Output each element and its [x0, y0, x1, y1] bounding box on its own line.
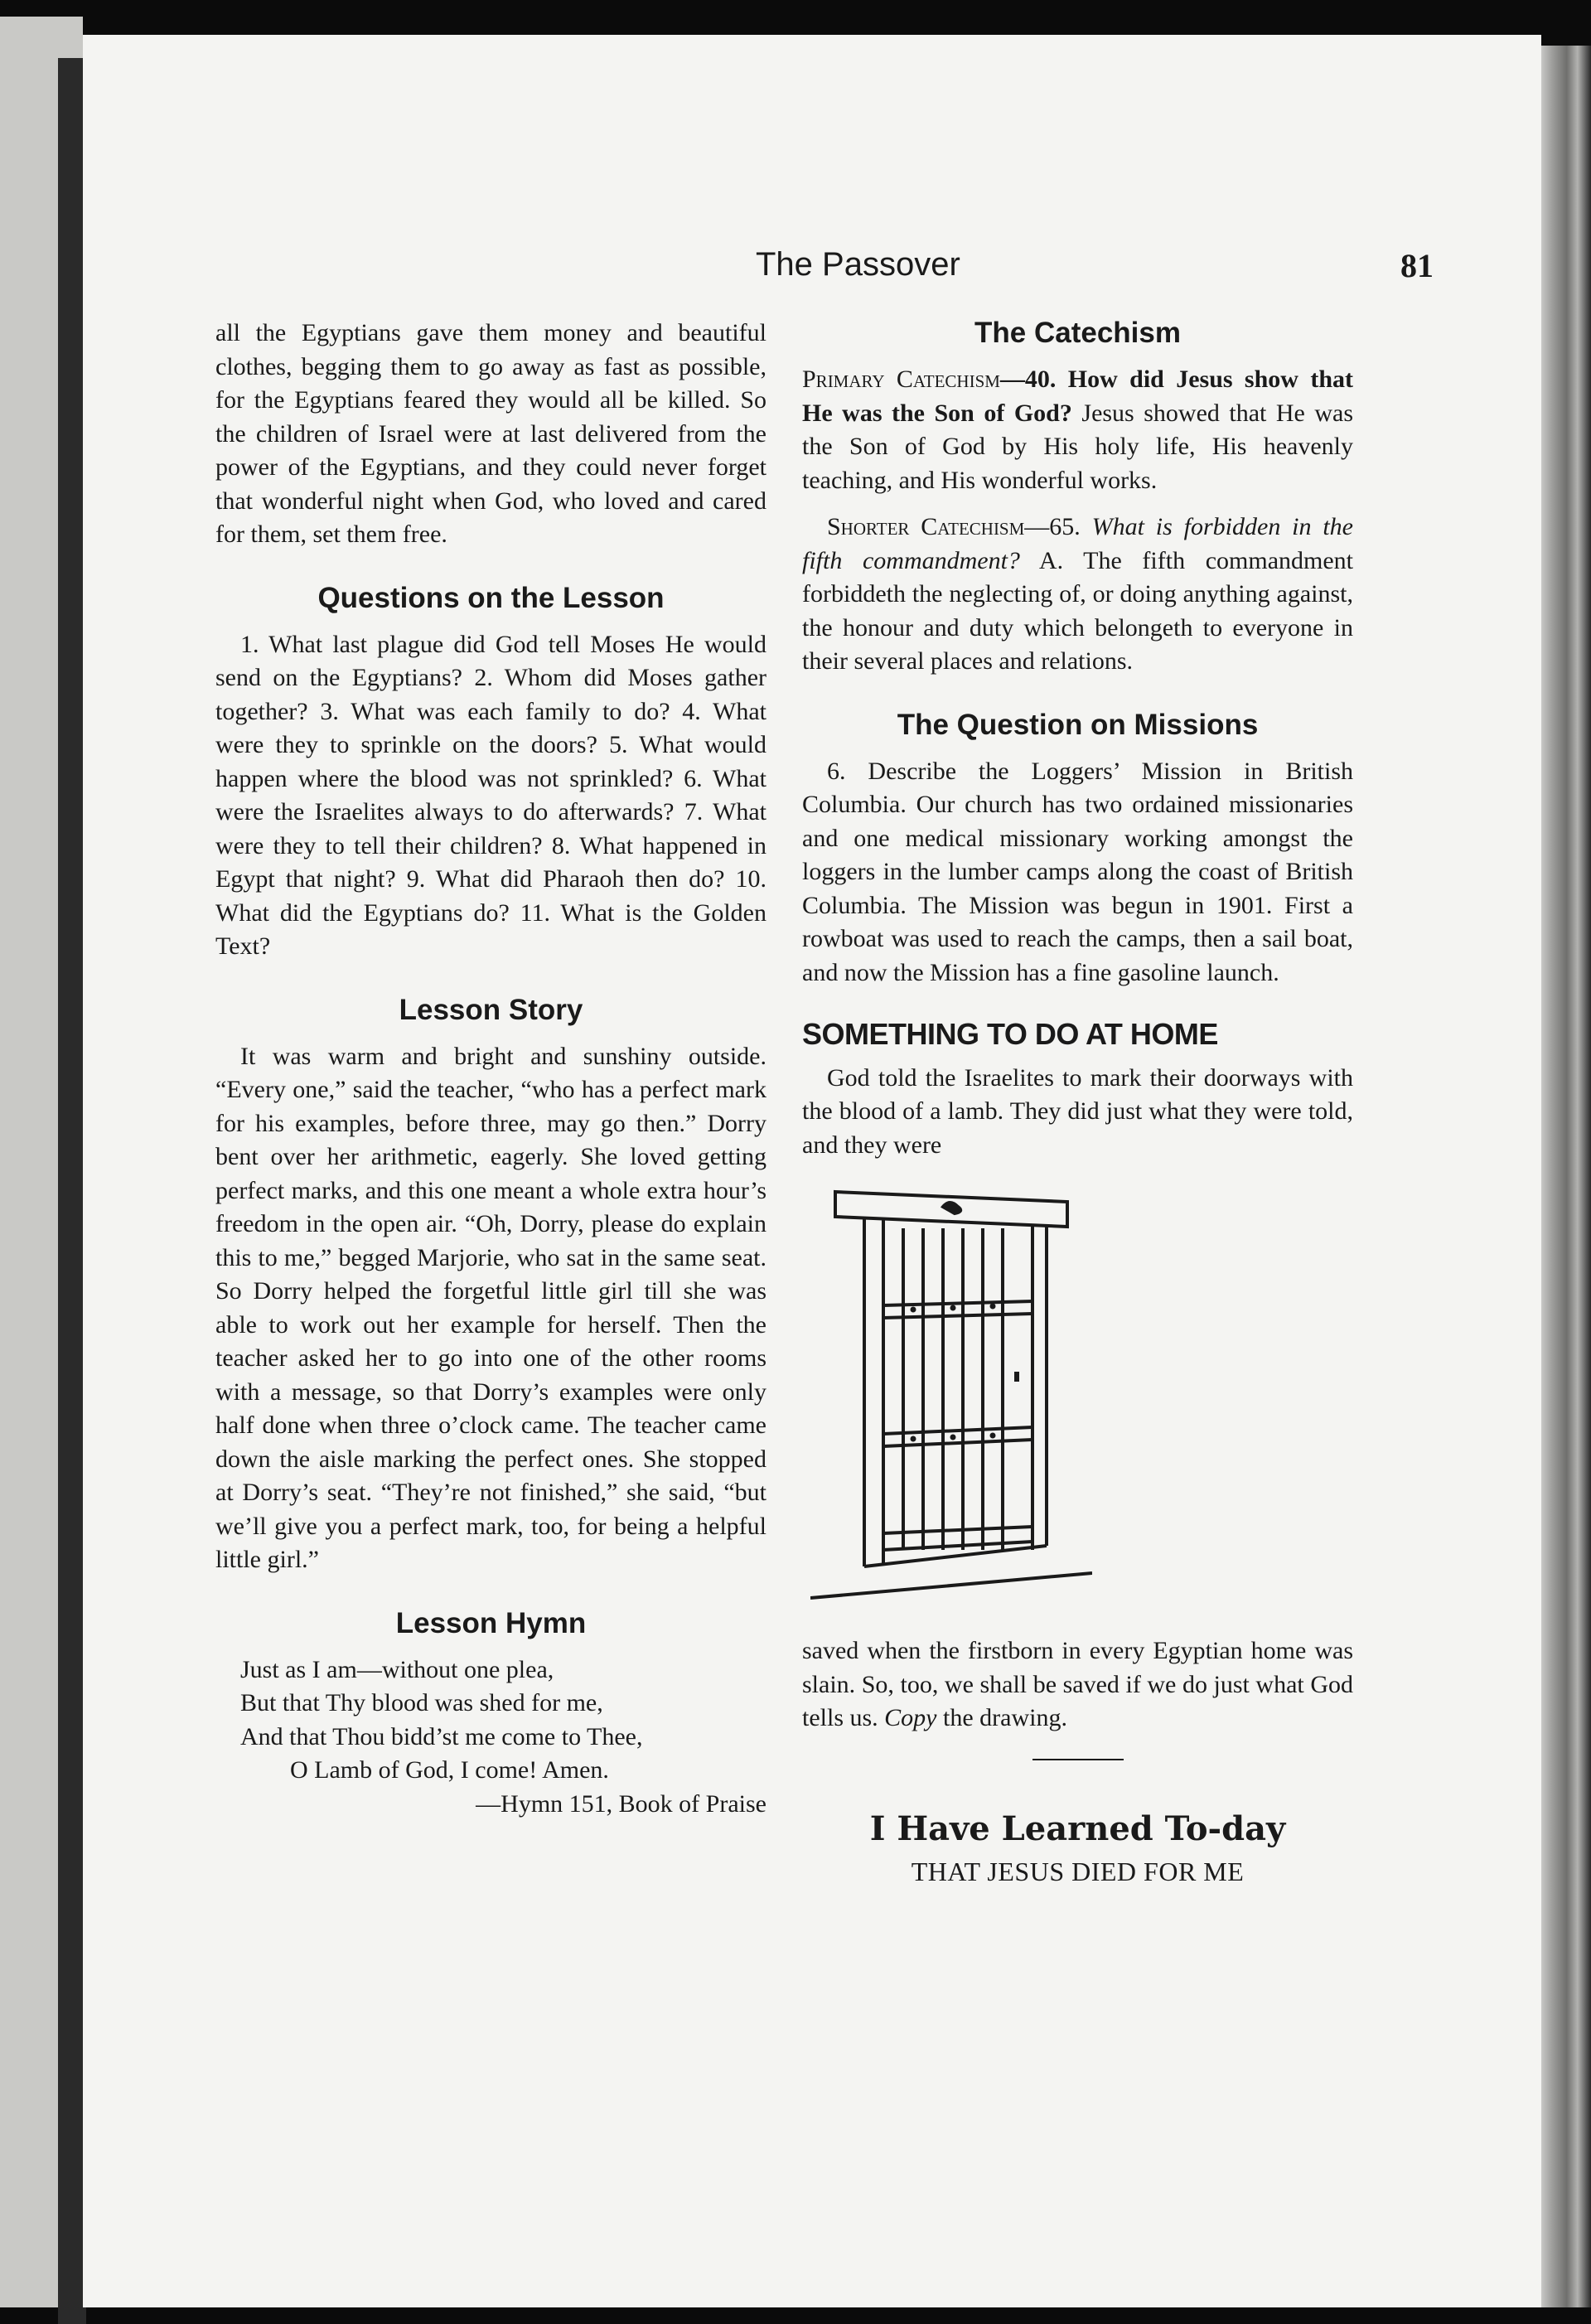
- shorter-catechism-answer: A. The fifth commandment forbiddeth the neglecting of, or doing anything against, the honour and duty which belongeth to everyone in their several places and relations.: [802, 546, 1353, 675]
- copy-word: Copy: [884, 1704, 937, 1731]
- book-page: [83, 35, 1541, 2307]
- hymn-line: And that Thou bidd’st me come to Thee,: [240, 1722, 643, 1750]
- catechism-heading: The Catechism: [974, 317, 1181, 349]
- home-activity-text-2: saved when the firstborn in every Egyptian home was slain. So, too, we shall be saved if we do just what God tells us.: [802, 1637, 1353, 1731]
- story-paragraph: It was warm and bright and sunshiny outside. “Every one,” said the teacher, “who has a perfect mark for his examples, before three, may go then.” Dorry bent over her arithmetic, eagerly. She loved getting perfect marks, and this one meant a whole extra hour’s freedom in the open air. “Oh, Dorry, please do explain this to me,” begged Marjorie, who sat in the same seat. So Dorry helped the forgetful little girl till she was able to work out her example for herself. Then the teacher asked her to go into one of the other rooms with a message, so that Dorry’s examples were only half done when three o’clock came. The teacher came down the aisle marking the perfect ones. She stopped at Dorry’s seat. “They’re not finished,” she said, “but we’ll give you a perfect mark, too, for being a helpful little girl.”: [215, 1042, 766, 1573]
- book-right-edge: [1537, 46, 1591, 2307]
- primary-catechism-answer: Jesus showed that He was the Son of God by His holy life, His heavenly teaching, and His wonderful works.: [802, 399, 1354, 494]
- story-heading: Lesson Story: [399, 993, 583, 1026]
- hymn-heading: Lesson Hymn: [395, 1606, 587, 1639]
- hymn-line: But that Thy blood was shed for me,: [240, 1689, 603, 1716]
- primary-catechism: [802, 363, 1353, 497]
- hymn-line: O Lamb of God, I come! Amen.: [290, 1756, 609, 1784]
- shorter-catechism-label: Shorter Catechism: [827, 513, 1025, 540]
- primary-catechism-label: Primary Catechism: [802, 366, 1000, 393]
- home-activity-text: God told the Israelites to mark their doorways with the blood of a lamb. They did just what they were told, and they were: [802, 1063, 1353, 1159]
- home-activity-heading: SOMETHING TO DO AT HOME: [802, 1017, 1218, 1051]
- book-spine-shadow: [58, 58, 86, 2324]
- questions-heading: Questions on the Lesson: [317, 581, 665, 614]
- hymn-line: Just as I am—without one plea,: [240, 1655, 554, 1683]
- right-column: [802, 315, 1353, 1888]
- missions-paragraph: 6. Describe the Loggers’ Mission in British Columbia. Our church has two ordained missionaries and one medical missionary working amongst the loggers in the lumber camps along the coast of British Columbia. The Mission was begun in 1901. First a rowboat was used to reach the camps, then a sail boat, and now the Mission has a fine gasoline launch.: [802, 757, 1353, 986]
- divider-rule: [1032, 1759, 1124, 1760]
- primary-catechism-question: —40. How did Jesus show that He was the Son of God?: [802, 366, 1353, 427]
- book-left-edge: [0, 17, 83, 2307]
- learned-text: THAT JESUS DIED FOR ME: [911, 1856, 1245, 1886]
- left-column: [215, 317, 766, 1821]
- questions-paragraph: 1. What last plague did God tell Moses He would send on the Egyptians? 2. Whom did Moses gather together? 3. What was each family to do? 4. What were they to sprinkle on the doors? 5. What would happen where the blood was not sprinkled? 6. What were the Israelites always to do afterwards? 7. What were they to tell their children? 8. What happened in Egypt that night? 9. What did Pharaoh then do? 10. What did the Egyptians do? 11. What is the Golden Text?: [215, 630, 766, 960]
- page-number: 81: [1400, 247, 1434, 284]
- shorter-catechism-question: What is forbidden in the fifth commandment?: [802, 513, 1353, 574]
- hymn-verse: [215, 1653, 766, 1822]
- running-title: The Passover: [756, 246, 960, 283]
- home-activity-text-3: the drawing.: [943, 1704, 1067, 1731]
- shorter-catechism: [802, 511, 1353, 679]
- missions-heading: The Question on Missions: [897, 708, 1259, 741]
- hymn-source: —Hymn 151, Book of Praise: [476, 1789, 766, 1818]
- home-activity-text-cont: [802, 1634, 1353, 1736]
- shorter-catechism-number: —65.: [1024, 513, 1081, 540]
- learned-heading: I Have Learned To-day: [869, 1808, 1286, 1848]
- intro-paragraph: all the Egyptians gave them money and beautiful clothes, begging them to go away as fast as possible, for the Egyptians feared they would all be killed. So the children of Israel were at last delivered from the power of the Egyptians, and they could never forget that wonderful night when God, who loved and cared for them, set them free.: [215, 319, 766, 548]
- door-drawing: [810, 1185, 1092, 1616]
